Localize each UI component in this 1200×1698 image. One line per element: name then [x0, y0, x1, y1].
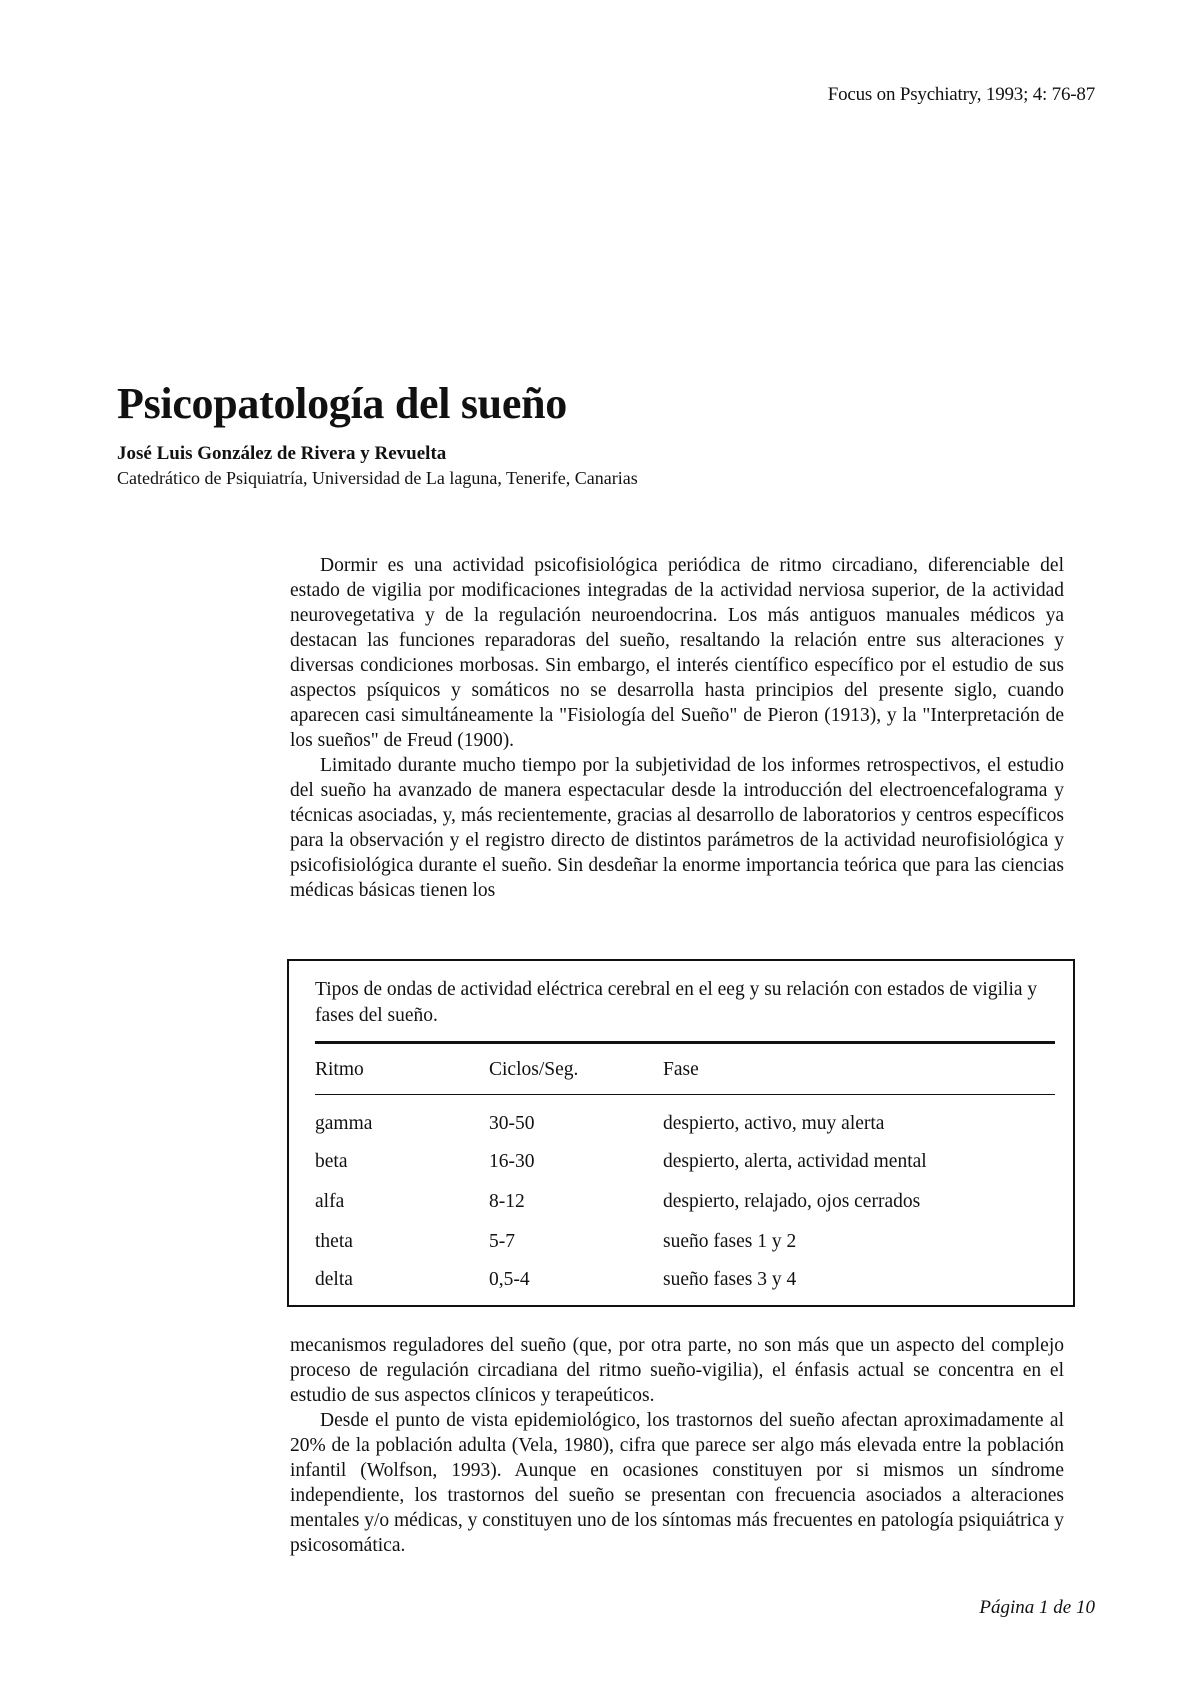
cell-fase: sueño fases 3 y 4: [663, 1269, 797, 1290]
cell-fase: sueño fases 1 y 2: [663, 1231, 797, 1252]
cell-ritmo: delta: [315, 1269, 353, 1290]
paragraph-2: Limitado durante mucho tiempo por la subjetividad de los informes retrospectivos, el estudio del sueño ha avanzado de manera espectacular desde la introducción del electroencefalograma y técnicas asociadas, y, más recientemente, gracias al desarrollo de laboratorios y centros específicos para la observación y el registro directo de distintos parámetros de la actividad neurofisiológica y psicofisiológica durante el sueño. Sin desdeñar la enorme importancia teórica que para las ciencias médicas básicas tienen los: [290, 755, 1064, 901]
page-number: Página 1 de 10: [979, 1597, 1095, 1618]
table-row: [315, 1229, 1055, 1255]
cell-ritmo: gamma: [315, 1113, 373, 1134]
body-text-upper: [290, 553, 1064, 903]
author-affiliation: Catedrático de Psiquiatría, Universidad de La laguna, Tenerife, Canarias: [117, 468, 638, 488]
header-ritmo: Ritmo: [315, 1059, 364, 1080]
table-header-row: [315, 1057, 1055, 1083]
table-header-rule: [315, 1094, 1055, 1095]
paragraph-1: Dormir es una actividad psicofisiológica periódica de ritmo circadiano, diferenciable del estado de vigilia por modificaciones integradas de la actividad nerviosa superior, de la actividad neurovegetativa y de la regulación neuroendocrina. Los más antiguos manuales médicos ya destacan las funciones reparadoras del sueño, resaltando la relación entre sus alteraciones y diversas condiciones morbosas. Sin embargo, el interés científico específico por el estudio de sus aspectos psíquicos y somáticos no se desarrolla hasta principios del presente siglo, cuando aparecen casi simultáneamente la "Fisiología del Sueño" de Pieron (1913), y la "Interpretación de los sueños" de Freud (1900).: [290, 555, 1064, 751]
cell-fase: despierto, alerta, actividad mental: [663, 1151, 927, 1172]
journal-reference: Focus on Psychiatry, 1993; 4: 76-87: [827, 84, 1095, 105]
cell-ciclos: 30-50: [489, 1113, 535, 1134]
author-name: José Luis González de Rivera y Revuelta: [117, 443, 447, 464]
cell-ritmo: theta: [315, 1231, 353, 1252]
paragraph-3: Desde el punto de vista epidemiológico, los trastornos del sueño afectan aproximadamente al 20% de la población adulta (Vela, 1980), cifra que parece ser algo más elevada entre la población infantil (Wolfson, 1993). Aunque en ocasiones constituyen por si mismos un síndrome independiente, los trastornos del sueño se presentan con frecuencia asociados a alteraciones mentales y/o médicas, y constituyen uno de los síntomas más frecuentes en patología psiquiátrica y psicosomática.: [290, 1410, 1064, 1556]
table-row: [315, 1111, 1055, 1137]
cell-fase: despierto, activo, muy alerta: [663, 1113, 885, 1134]
cell-ritmo: alfa: [315, 1191, 345, 1212]
cell-ciclos: 0,5-4: [489, 1269, 530, 1290]
cell-ciclos: 5-7: [489, 1231, 515, 1252]
body-text-lower: [290, 1333, 1064, 1558]
cell-ritmo: beta: [315, 1151, 348, 1172]
eeg-table: [287, 959, 1075, 1307]
cell-ciclos: 16-30: [489, 1151, 535, 1172]
table-caption: Tipos de ondas de actividad eléctrica cerebral en el eeg y su relación con estados de vigilia y fases del sueño.: [315, 979, 1038, 1026]
table-row: [315, 1267, 1055, 1293]
paragraph-2-continued: mecanismos reguladores del sueño (que, por otra parte, no son más que un aspecto del complejo proceso de regulación circadiana del ritmo sueño-vigilia), el énfasis actual se concentra en el estudio de sus aspectos clínicos y terapeúticos.: [290, 1335, 1064, 1406]
article-title: Psicopatología del sueño: [117, 379, 567, 428]
cell-ciclos: 8-12: [489, 1191, 525, 1212]
table-top-rule: [315, 1041, 1055, 1044]
table-row: [315, 1149, 1055, 1175]
table-row: [315, 1189, 1055, 1215]
header-fase: Fase: [663, 1059, 699, 1080]
cell-fase: despierto, relajado, ojos cerrados: [663, 1191, 921, 1212]
header-ciclos: Ciclos/Seg.: [489, 1059, 579, 1080]
